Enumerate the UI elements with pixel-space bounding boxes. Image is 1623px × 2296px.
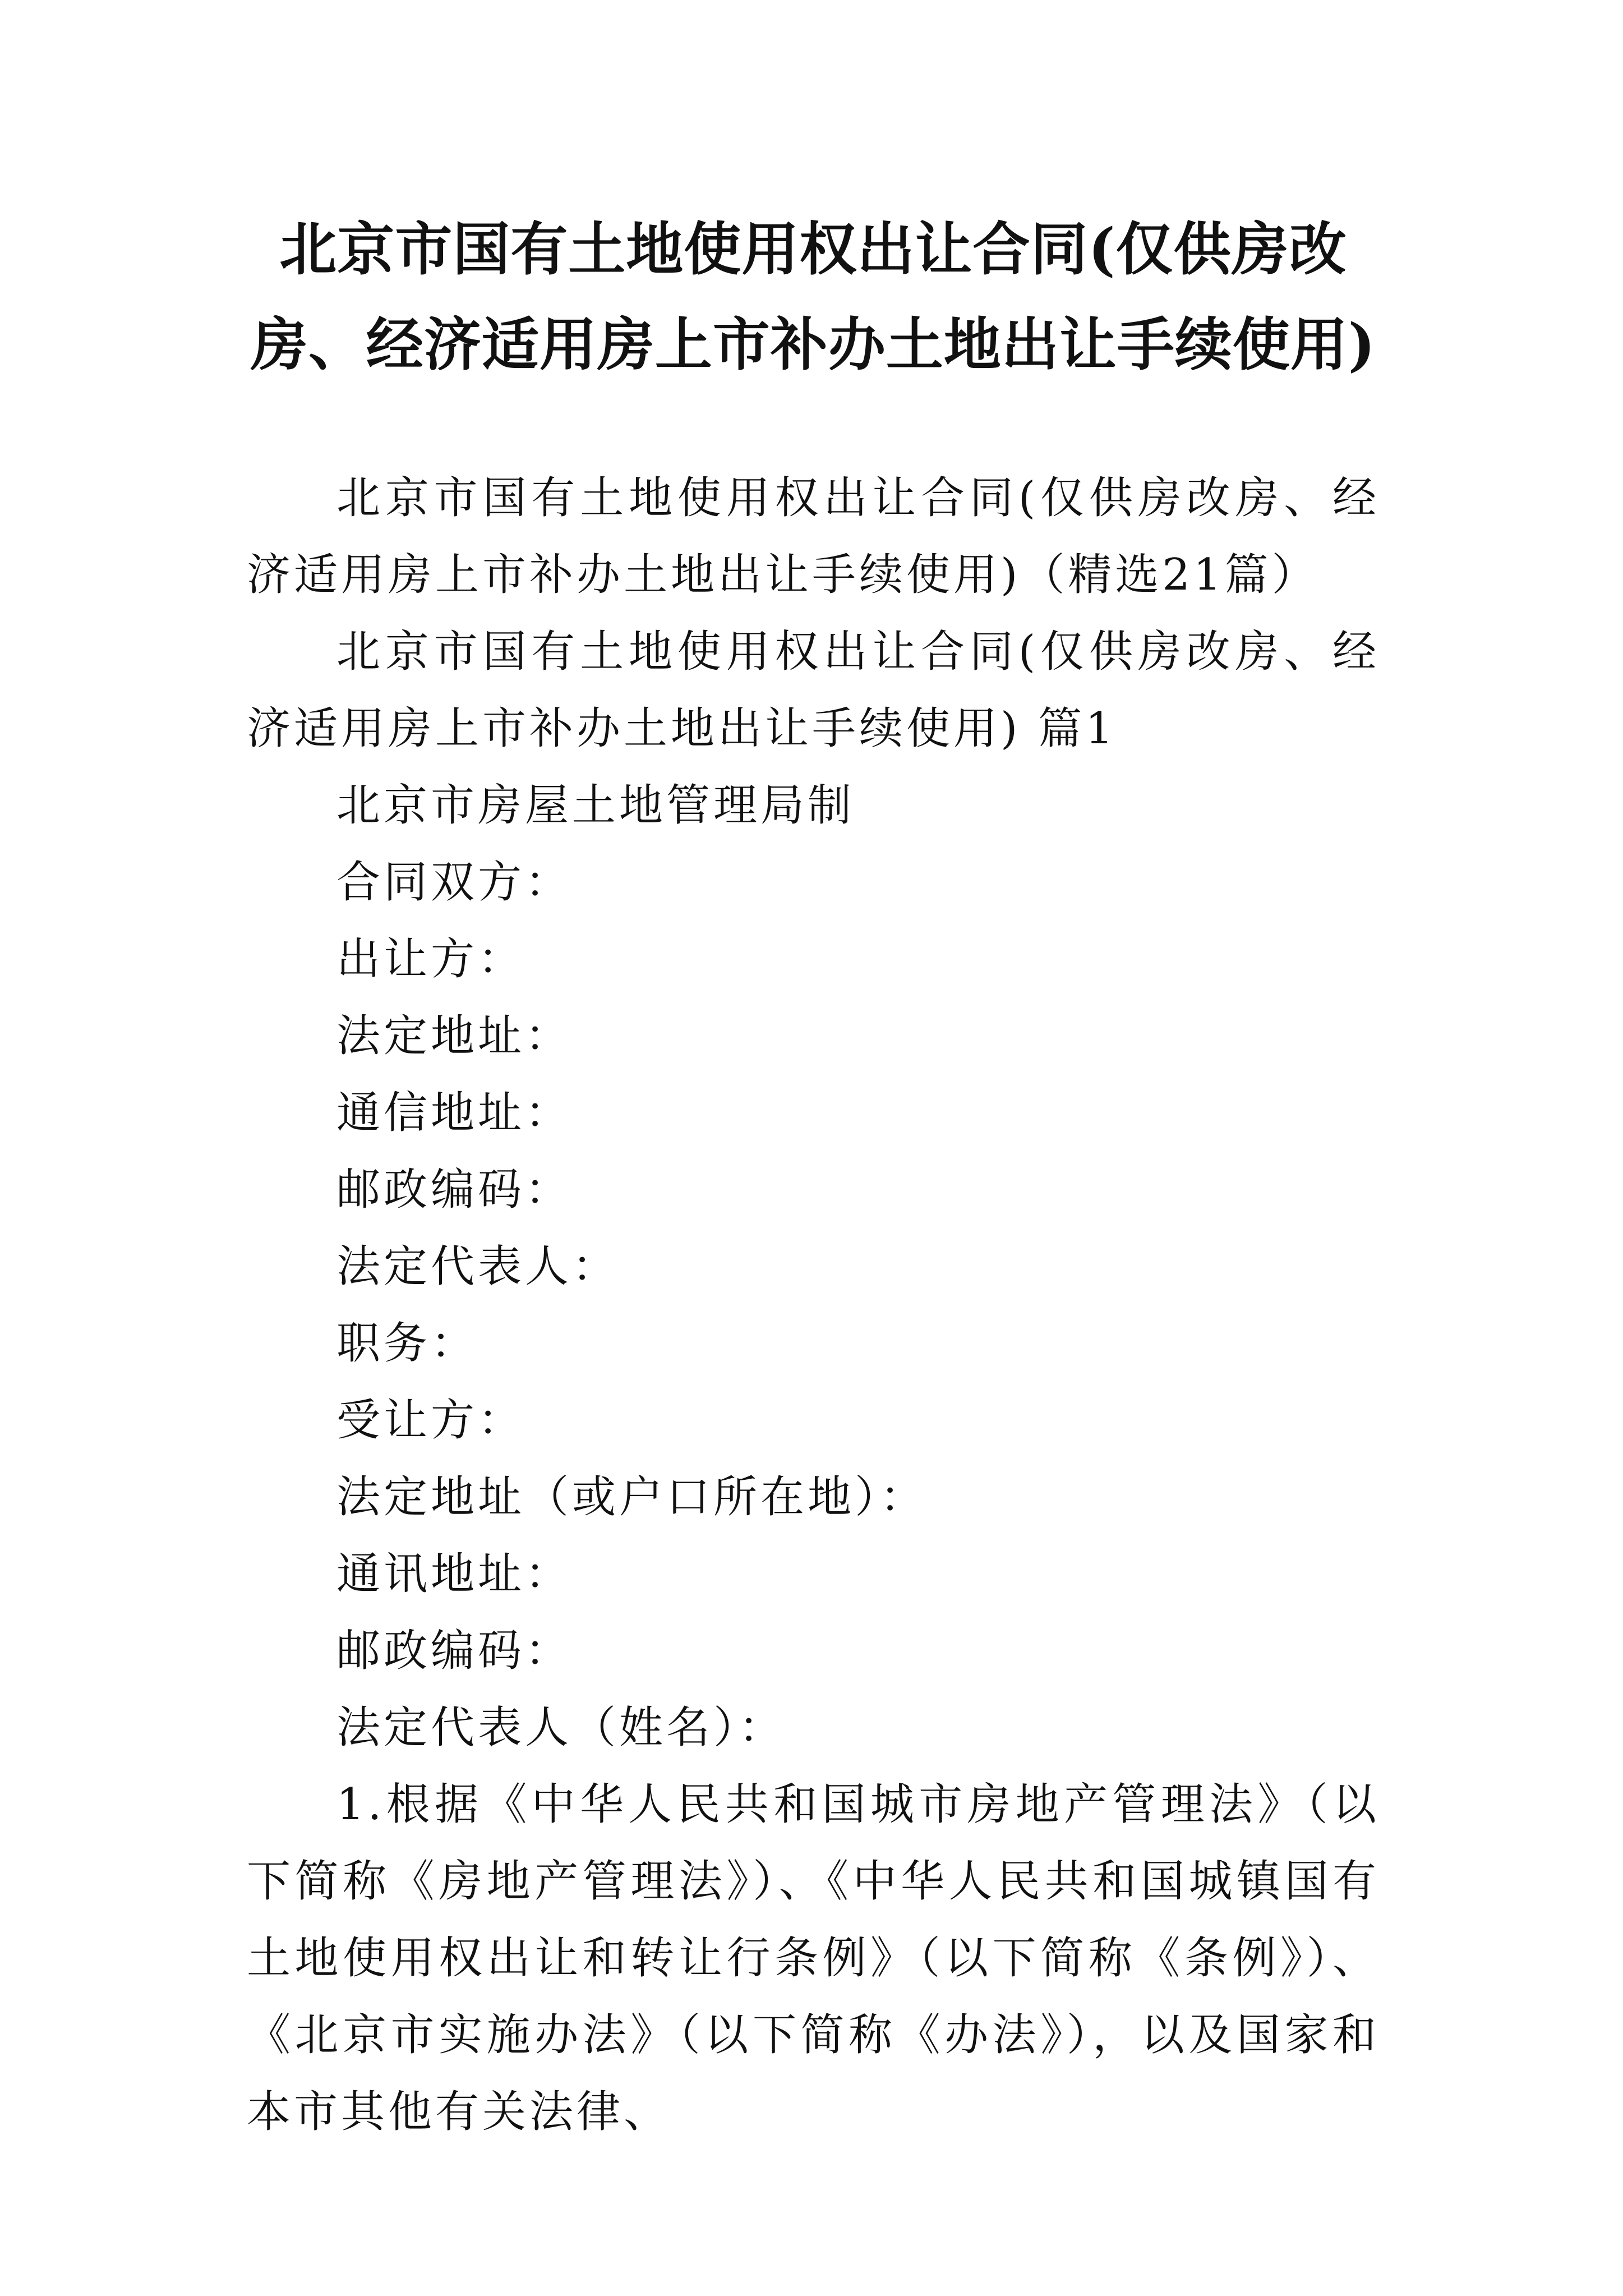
paragraph-grantee-representative: 法定代表人（姓名）：	[336, 1703, 786, 1753]
paragraph-collection-title: 北京市国有土地使用权出让合同(仅供房改房、经济适用房上市补办土地出让手续使用)（精选21篇）	[247, 473, 1380, 600]
paragraph-grantee: 受让方：	[336, 1395, 525, 1446]
paragraph-issuer: 北京市房屋土地管理局制	[336, 780, 855, 831]
paragraph-grantee-mailing-address: 通讯地址：	[336, 1549, 573, 1599]
paragraph-grantor-position: 职务：	[336, 1318, 478, 1369]
document-body	[247, 460, 1380, 2151]
paragraph-chapter-heading: 北京市国有土地使用权出让合同(仅供房改房、经济适用房上市补办土地出让手续使用) 篇1	[247, 627, 1380, 754]
paragraph-grantor-representative: 法定代表人：	[336, 1241, 620, 1292]
paragraph-parties: 合同双方：	[336, 857, 573, 908]
paragraph-grantor: 出让方：	[336, 934, 525, 984]
paragraph-grantor-legal-address: 法定地址：	[336, 1011, 573, 1061]
paragraph-clause-1: 1.根据《中华人民共和国城市房地产管理法》（以下简称《房地产管理法》）、《中华人民共和国城镇国有土地使用权出让和转让行条例》（以下简称《条例》）、《北京市实施办法》（以下简称《办法》），以及国家和本市其他有关法律、	[247, 1779, 1380, 2137]
paragraph-grantee-postal-code: 邮政编码：	[336, 1626, 573, 1676]
paragraph-grantor-mailing-address: 通信地址：	[336, 1088, 573, 1138]
paragraph-grantee-legal-address: 法定地址（或户口所在地）：	[336, 1472, 928, 1522]
paragraph-grantor-postal-code: 邮政编码：	[336, 1165, 573, 1215]
document-title: 北京市国有土地使用权出让合同(仅供房改房、经济适用房上市补办土地出让手续使用)	[250, 216, 1376, 379]
